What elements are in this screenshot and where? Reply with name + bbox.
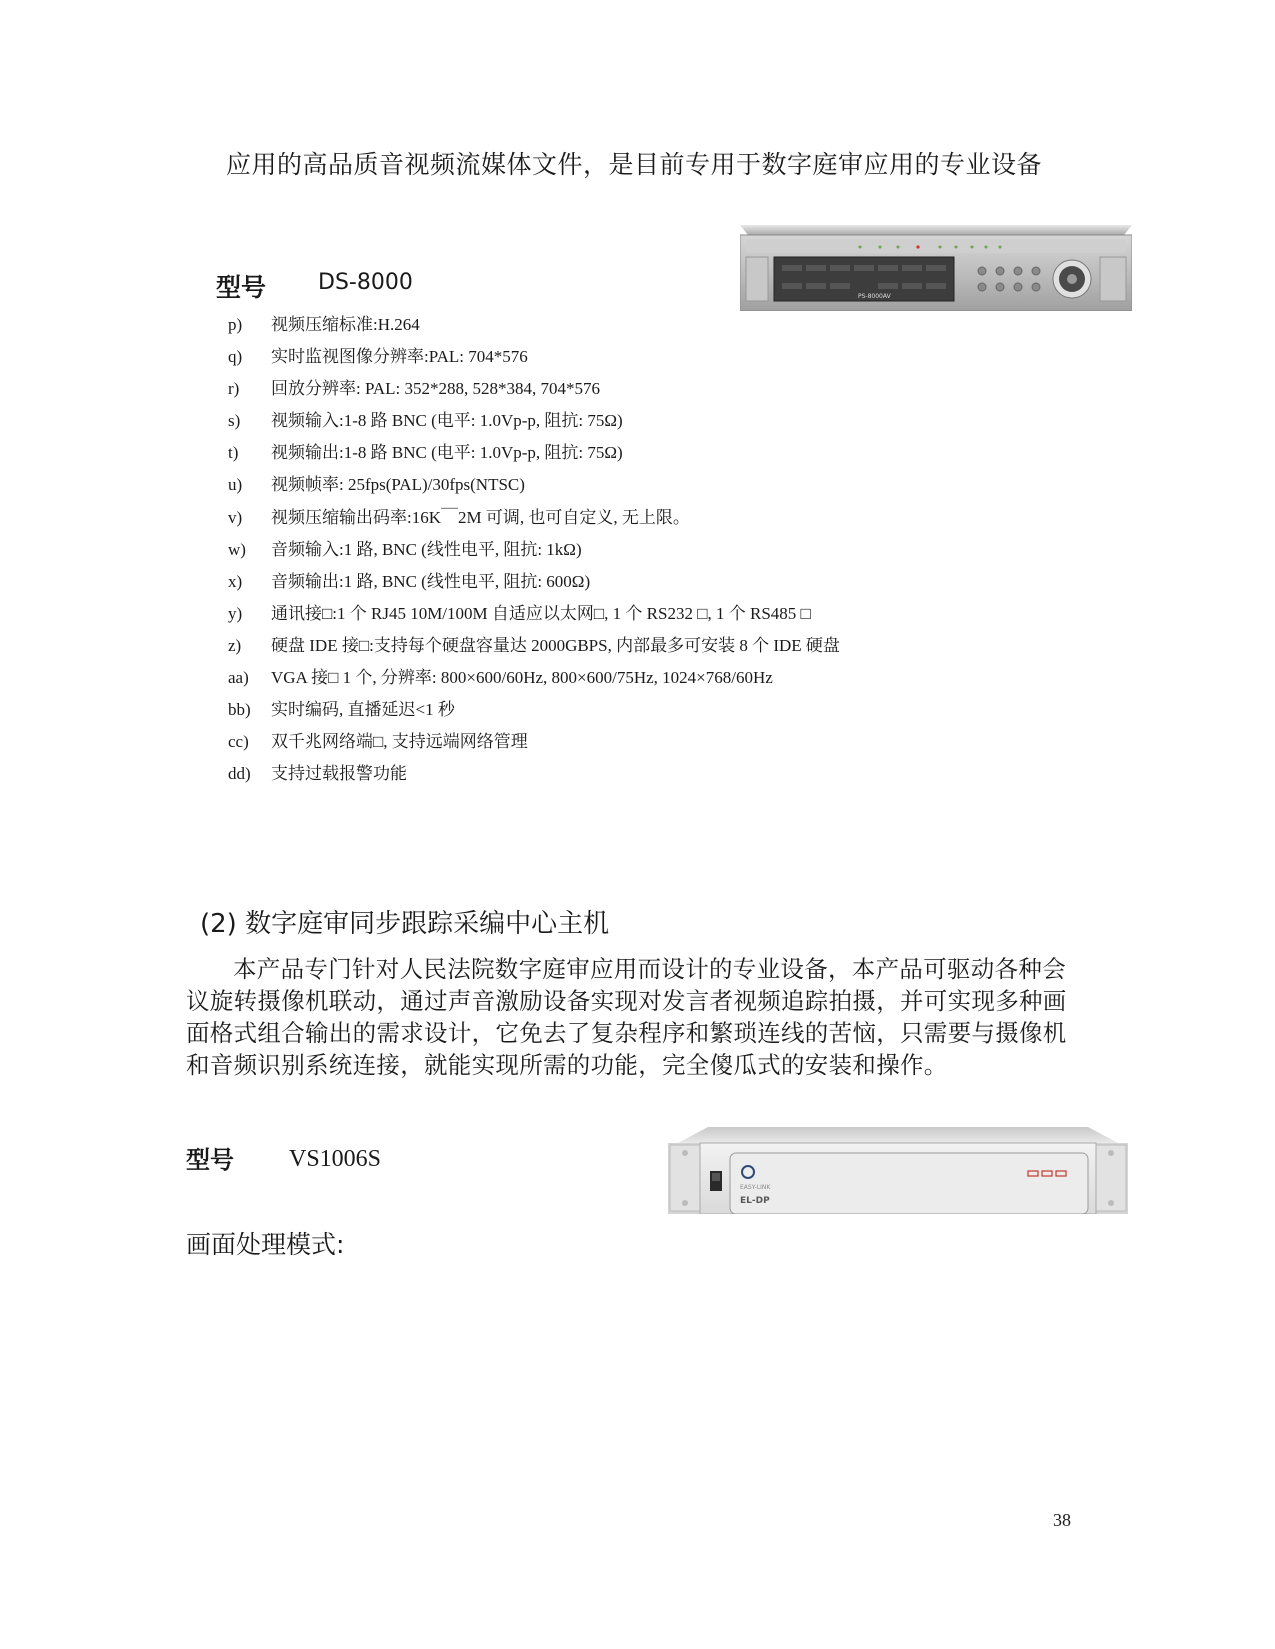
list-text: 支持过载报警功能 — [271, 764, 407, 784]
list-marker: dd) — [228, 764, 251, 784]
device2-brand-text: EASY-LINK — [740, 1184, 771, 1191]
list-marker: cc) — [228, 732, 249, 752]
model2-label: 型号 — [186, 1146, 234, 1174]
list-text: 回放分辨率: PAL: 352*288, 528*384, 704*576 — [271, 379, 601, 399]
list-marker: z) — [228, 635, 242, 655]
list-item — [228, 345, 840, 377]
device1-panel-text: PS-8000AV — [858, 293, 891, 300]
list-item — [228, 730, 840, 762]
list-text: 视频输出:1-8 路 BNC (电平: 1.0Vp-p, 阻抗: 75Ω) — [271, 443, 623, 463]
list-text: 音频输出:1 路, BNC (线性电平, 阻抗: 600Ω) — [271, 571, 591, 591]
list-item — [228, 634, 840, 666]
list-marker: s) — [228, 411, 241, 431]
list-item — [228, 538, 840, 570]
list-item — [228, 473, 840, 505]
list-item — [228, 666, 840, 698]
list-text: VGA 接□ 1 个, 分辨率: 800×600/60Hz, 800×600/75Hz, 1024×768/60Hz — [271, 668, 773, 688]
model1-value: DS-8000 — [318, 270, 413, 295]
list-marker: bb) — [228, 700, 251, 720]
list-text: 视频帧率: 25fps(PAL)/30fps(NTSC) — [271, 475, 525, 495]
list-text: 硬盘 IDE 接□:支持每个硬盘容量达 2000GBPS, 内部最多可安装 8 个 IDE 硬盘 — [271, 635, 840, 655]
list-marker: aa) — [228, 668, 249, 688]
list-item — [228, 409, 840, 441]
list-item — [228, 441, 840, 473]
ds-8000-device-image — [740, 225, 1132, 311]
list-item — [228, 313, 840, 345]
list-marker: t) — [228, 443, 239, 463]
list-text: 视频输入:1-8 路 BNC (电平: 1.0Vp-p, 阻抗: 75Ω) — [271, 411, 623, 431]
list-item — [228, 377, 840, 409]
list-text: 双千兆网络端□, 支持远端网络管理 — [271, 732, 528, 752]
list-text: 视频压缩输出码率:16K￣2M 可调, 也可自定义, 无上限。 — [271, 507, 690, 527]
section-paragraph: 本产品专门针对人民法院数字庭审应用而设计的专业设备，本产品可驱动各种会议旋转摄像机联动，通过声音激励设备实现对发言者视频追踪拍摄，并可实现多种画面格式组合输出的需求设计，它免去了复杂程序和繁琐连线的苦恼，只需要与摄像机和音频识别系统连接，就能实现所需的功能，完全傻瓜式的安装和操作。 — [186, 955, 1067, 1079]
model2-value: VS1006S — [289, 1146, 382, 1172]
list-text: 实时编码, 直播延迟<1 秒 — [271, 700, 455, 720]
list-text: 实时监视图像分辨率:PAL: 704*576 — [271, 347, 528, 367]
vs1006s-device-image — [668, 1127, 1128, 1214]
mode-label: 画面处理模式: — [186, 1230, 345, 1259]
list-marker: p) — [228, 315, 243, 334]
page-number: 38 — [1053, 1510, 1071, 1530]
list-marker: v) — [228, 507, 243, 527]
list-item — [228, 602, 840, 634]
list-text: 视频压缩标准:H.264 — [271, 315, 420, 334]
list-marker: u) — [228, 475, 243, 495]
list-marker: r) — [228, 379, 240, 399]
intro-line: 应用的高品质音视频流媒体文件，是目前专用于数字庭审应用的专业设备 — [226, 150, 1043, 179]
list-item — [228, 506, 840, 538]
list-marker: w) — [228, 539, 246, 559]
list-marker: q) — [228, 347, 243, 367]
list-item — [228, 570, 840, 602]
list-text: 音频输入:1 路, BNC (线性电平, 阻抗: 1kΩ) — [271, 539, 582, 559]
spec-list — [228, 313, 840, 794]
list-item — [228, 762, 840, 794]
section-heading: (2) 数字庭审同步跟踪采编中心主机 — [200, 909, 610, 939]
list-text: 通讯接□:1 个 RJ45 10M/100M 自适应以太网□, 1 个 RS232 □, 1 个 RS485 □ — [271, 603, 811, 623]
list-item — [228, 698, 840, 730]
list-marker: x) — [228, 571, 243, 591]
list-marker: y) — [228, 603, 243, 623]
device2-model-text: EL-DP — [740, 1196, 770, 1206]
model1-label: 型号 — [216, 273, 267, 302]
